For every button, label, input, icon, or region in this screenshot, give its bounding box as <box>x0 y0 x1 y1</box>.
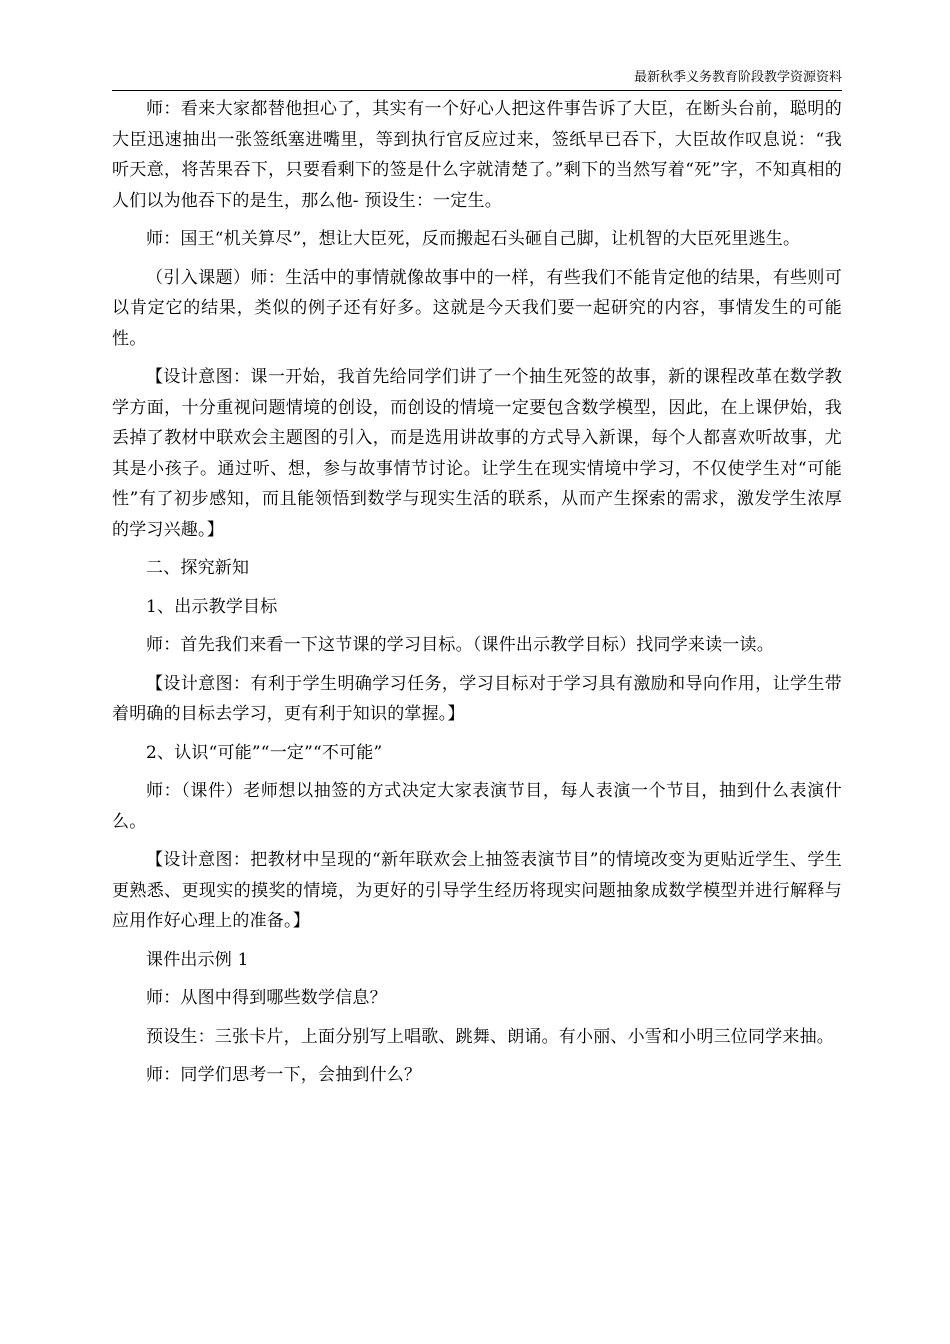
paragraph-design-intent-objectives: 【设计意图：有利于学生明确学习任务，学习目标对于学习具有激励和导向作用，让学生带着明确的目标去学习，更有利于知识的掌握。】 <box>112 673 842 724</box>
paragraph-introduce-topic: （引入课题）师：生活中的事情就像故事中的一样，有些我们不能肯定他的结果，有些则可以肯定它的结果，类似的例子还有好多。这就是今天我们要一起研究的内容，事情发生的可能性。 <box>112 267 842 349</box>
paragraph-king-scheme: 师：国王“机关算尽”，想让大臣死，反而搬起石头砸自己脚，让机智的大臣死里逃生。 <box>146 229 801 249</box>
document-body <box>112 94 842 1099</box>
paragraph-read-objectives: 师：首先我们来看一下这节课的学习目标。（课件出示教学目标）找同学来读一读。 <box>146 635 774 655</box>
subheading-possible-certain-impossible: 2、认识“可能”“一定”“不可能” <box>146 742 383 763</box>
subheading-show-objectives: 1、出示教学目标 <box>146 596 278 617</box>
paragraph-design-intent-lottery: 【设计意图：把教材中呈现的“新年联欢会上抽签表演节目”的情境改变为更贴近学生、学生更熟悉、更现实的摸奖的情境，为更好的引导学生经历将现实问题抽象成数学模型并进行解释与应用作好心理上的准备。】 <box>112 850 842 931</box>
paragraph-story-ending: 师：看来大家都替他担心了，其实有一个好心人把这件事告诉了大臣，在断头台前，聪明的大臣迅速抽出一张签纸塞进嘴里，等到执行官反应过来，签纸早已吞下，大臣故作叹息说：“我听天意，将苦果吞下，只要看剩下的签是什么字就清楚了。”剩下的当然写着“死”字，不知真相的人们以为他吞下的是生，那么他- 预设生：一定生。 <box>112 99 842 211</box>
section-heading-explore: 二、探究新知 <box>146 558 250 578</box>
paragraph-think-question: 师：同学们思考一下，会抽到什么？ <box>146 1065 422 1085</box>
running-header <box>112 66 842 91</box>
paragraph-design-intent-story: 【设计意图：课一开始，我首先给同学们讲了一个抽生死签的故事，新的课程改革在数学教学方面，十分重视问题情境的创设，而创设的情境一定要包含数学模型，因此，在上课伊始，我丢掉了教材中联欢会主题图的引入，而是选用讲故事的方式导入新课，每个人都喜欢听故事，尤其是小孩子。通过听、想，参与故事情节讨论。让学生在现实情境中学习，不仅使学生对“可能性”有了初步感知，而且能领悟到数学与现实生活的联系，从而产生探索的需求，激发学生浓厚的学习兴趣。】 <box>112 367 842 540</box>
paragraph-expected-answer: 预设生：三张卡片，上面分别写上唱歌、跳舞、朗诵。有小丽、小雪和小明三位同学来抽。 <box>146 1026 834 1047</box>
running-header-text: 最新秋季义务教育阶段教学资源资料 <box>633 70 842 85</box>
paragraph-example-1: 课件出示例 1 <box>146 949 249 970</box>
paragraph-draw-lots: 师：（课件）老师想以抽签的方式决定大家表演节目，每人表演一个节目，抽到什么表演什么。 <box>112 781 842 832</box>
paragraph-math-info-question: 师：从图中得到哪些数学信息？ <box>146 988 387 1008</box>
